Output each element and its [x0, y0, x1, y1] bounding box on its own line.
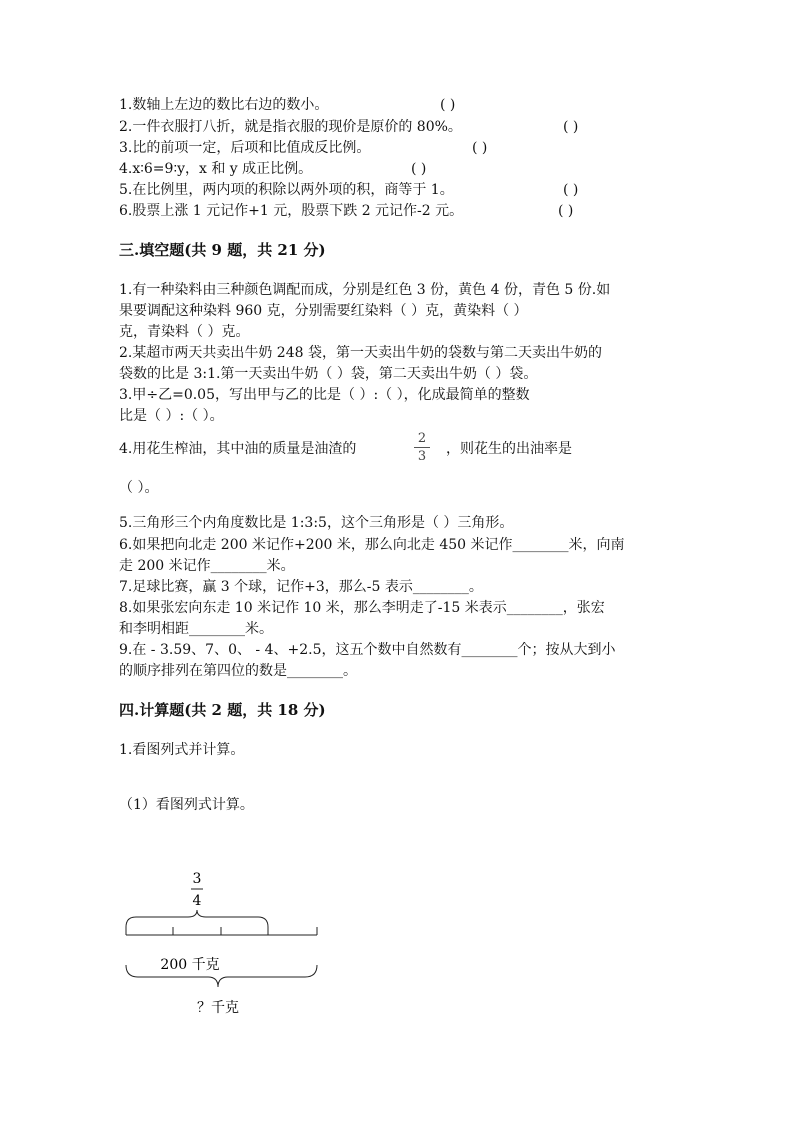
- judge-answer-5[interactable]: ( ): [563, 182, 579, 198]
- judge-item-1: 1.数轴上左边的数比右边的数小。: [119, 97, 329, 113]
- fill-q4-fraction: [414, 431, 430, 464]
- fill-line-3: 克，青染料（ ）克。: [119, 324, 250, 340]
- fill-line-q5: 5.三角形三个内角度数比是 1:3:5，这个三角形是（ ）三角形。: [119, 515, 514, 531]
- calc-sub-1: （1）看图列式计算。: [119, 797, 254, 813]
- fill-line-q9b: 的顺序排列在第四位的数是________。: [119, 663, 357, 679]
- fill-q4-answer[interactable]: （ ）。: [119, 480, 159, 496]
- fill-line-q9a: 9.在 - 3.59、7、0、 - 4、+2.5，这五个数中自然数有________个；按从大到小: [119, 642, 616, 658]
- judge-answer-3[interactable]: ( ): [472, 140, 488, 156]
- fill-line-q6b: 走 200 米记作________米。: [119, 558, 295, 574]
- diagram-fraction-numerator: 3: [192, 871, 202, 887]
- fill-line-6: 3.甲÷乙=0.05，写出甲与乙的比是（ ）:（ ），化成最简单的整数: [119, 387, 530, 403]
- fill-line-5: 袋数的比是 3:1.第一天卖出牛奶（ ）袋，第二天卖出牛奶（ ）袋。: [119, 366, 538, 382]
- judge-answer-4[interactable]: ( ): [411, 161, 427, 177]
- judge-item-5: 5.在比例里，两内项的积除以两外项的积，商等于 1。: [119, 182, 454, 198]
- fill-line-q6a: 6.如果把向北走 200 米记作+200 米，那么向北走 450 米记作________米，向南: [119, 537, 625, 553]
- fill-q4-text: 4.用花生榨油，其中油的质量是油渣的: [119, 441, 357, 457]
- fill-line-7: 比是（ ）:（ ）。: [119, 408, 224, 424]
- judge-item-2: 2.一件衣服打八折，就是指衣服的现价是原价的 80%。: [119, 119, 462, 135]
- fraction-denominator: 3: [417, 449, 427, 464]
- fraction-numerator: 2: [417, 431, 427, 446]
- label-known: 200 千克: [160, 957, 220, 973]
- fraction-bar: [414, 447, 430, 448]
- segment-diagram: [110, 865, 350, 1025]
- fill-line-1: 1.有一种染料由三种颜色调配而成，分别是红色 3 份，黄色 4 份，青色 5 份.如: [119, 282, 611, 298]
- section-title-calc: 四.计算题(共 2 题，共 18 分): [119, 701, 326, 719]
- section-title-fill: 三.填空题(共 9 题，共 21 分): [119, 241, 326, 259]
- bottom-brace: [126, 965, 317, 987]
- fill-line-4: 2.某超市两天共卖出牛奶 248 袋，第一天卖出牛奶的袋数与第二天卖出牛奶的: [119, 345, 602, 361]
- judge-answer-6[interactable]: ( ): [558, 203, 574, 219]
- diagram-fraction-denominator: 4: [192, 893, 202, 909]
- fill-line-q8b: 和李明相距________米。: [119, 621, 273, 637]
- judge-answer-1[interactable]: ( ): [440, 97, 456, 113]
- fill-line-2: 果要调配这种染料 960 克，分别需要红染料（ ）克，黄染料（ ）: [119, 303, 528, 319]
- calc-q1: 1.看图列式并计算。: [119, 742, 245, 758]
- judge-item-6: 6.股票上涨 1 元记作+1 元，股票下跌 2 元记作-2 元。: [119, 203, 464, 219]
- fill-q4-tail: ，则花生的出油率是: [446, 441, 572, 457]
- judge-answer-2[interactable]: ( ): [563, 119, 579, 135]
- label-unknown: ？千克: [197, 1000, 239, 1016]
- judge-item-3: 3.比的前项一定，后项和比值成反比例。: [119, 140, 371, 156]
- fill-line-q7: 7.足球比赛，赢 3 个球，记作+3，那么-5 表示________。: [119, 579, 483, 595]
- judge-item-4: 4.x∶6=9∶y，x 和 y 成正比例。: [119, 161, 313, 177]
- top-brace: [126, 910, 268, 927]
- fill-line-q8a: 8.如果张宏向东走 10 米记作 10 米，那么李明走了-15 米表示________，张宏: [119, 600, 605, 616]
